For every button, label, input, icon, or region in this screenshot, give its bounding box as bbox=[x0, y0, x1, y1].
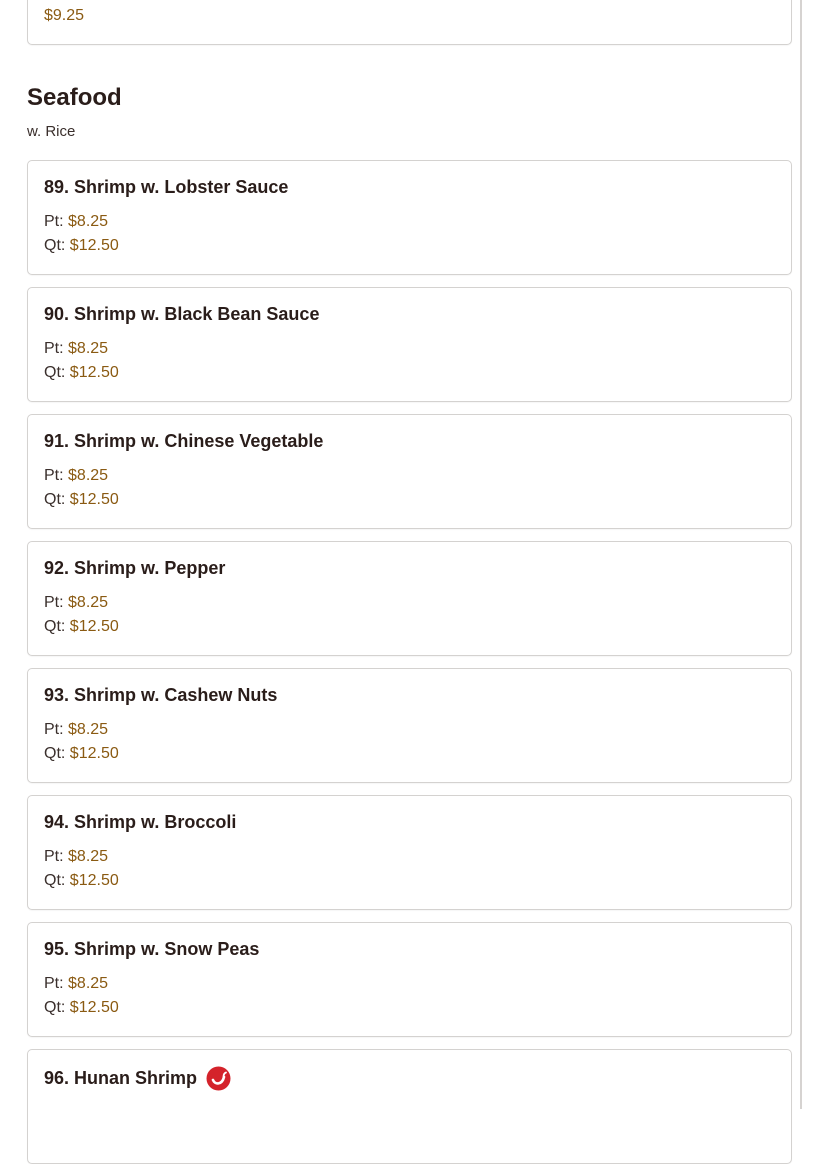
pint-label: Pt: bbox=[44, 467, 64, 484]
quart-price: $12.50 bbox=[69, 364, 119, 381]
pint-label: Pt: bbox=[44, 975, 64, 992]
pint-label: Pt: bbox=[44, 594, 64, 611]
quart-label: Qt: bbox=[44, 745, 66, 762]
pint-price: $8.25 bbox=[68, 467, 109, 484]
quart-price-row bbox=[44, 364, 119, 382]
item-name-text: 91. Shrimp w. Chinese Vegetable bbox=[44, 431, 324, 451]
item-name-text: 93. Shrimp w. Cashew Nuts bbox=[44, 685, 278, 705]
quart-price-row bbox=[44, 745, 119, 763]
pint-price: $8.25 bbox=[68, 721, 109, 738]
hot-pepper-icon bbox=[206, 1066, 231, 1091]
pint-price-row bbox=[44, 848, 108, 866]
quart-label: Qt: bbox=[44, 237, 66, 254]
pint-price-row bbox=[44, 467, 108, 485]
item-name-text: 96. Hunan Shrimp bbox=[44, 1068, 198, 1088]
quart-price: $12.50 bbox=[69, 745, 119, 762]
quart-price-row bbox=[44, 618, 119, 636]
menu-item-card[interactable] bbox=[27, 0, 792, 45]
menu-item-card[interactable] bbox=[27, 1049, 792, 1164]
menu-item-card[interactable] bbox=[27, 160, 792, 275]
pint-price-row bbox=[44, 594, 108, 612]
quart-price: $12.50 bbox=[69, 872, 119, 889]
quart-label: Qt: bbox=[44, 999, 66, 1016]
item-name bbox=[44, 939, 259, 960]
item-name bbox=[44, 177, 288, 198]
section-title: Seafood bbox=[27, 84, 122, 111]
pint-label: Pt: bbox=[44, 213, 64, 230]
pint-price: $8.25 bbox=[68, 848, 109, 865]
menu-item-card[interactable] bbox=[27, 541, 792, 656]
quart-price-row bbox=[44, 491, 119, 509]
menu-item-card[interactable] bbox=[27, 287, 792, 402]
menu-item-card[interactable] bbox=[27, 668, 792, 783]
quart-label: Qt: bbox=[44, 491, 66, 508]
pint-price: $8.25 bbox=[68, 594, 109, 611]
quart-price: $12.50 bbox=[69, 618, 119, 635]
quart-price: $12.50 bbox=[69, 491, 119, 508]
pint-price-row bbox=[44, 213, 108, 231]
item-name bbox=[44, 431, 323, 452]
pint-label: Pt: bbox=[44, 340, 64, 357]
pint-price-row bbox=[44, 340, 108, 358]
item-name bbox=[44, 1066, 231, 1091]
menu-item-card[interactable] bbox=[27, 795, 792, 910]
quart-price-row bbox=[44, 999, 119, 1017]
quart-label: Qt: bbox=[44, 872, 66, 889]
menu-item-card[interactable] bbox=[27, 922, 792, 1037]
item-name bbox=[44, 812, 236, 833]
section-subtitle: w. Rice bbox=[27, 123, 76, 140]
pint-price-row bbox=[44, 975, 108, 993]
pint-label: Pt: bbox=[44, 721, 64, 738]
item-name-text: 95. Shrimp w. Snow Peas bbox=[44, 939, 260, 959]
pint-price: $8.25 bbox=[68, 975, 109, 992]
item-name bbox=[44, 685, 277, 706]
item-name bbox=[44, 558, 225, 579]
pint-price-row bbox=[44, 721, 108, 739]
item-name-text: 90. Shrimp w. Black Bean Sauce bbox=[44, 304, 320, 324]
item-name-text: 89. Shrimp w. Lobster Sauce bbox=[44, 177, 289, 197]
quart-label: Qt: bbox=[44, 618, 66, 635]
quart-price-row bbox=[44, 872, 119, 890]
pint-price: $8.25 bbox=[68, 213, 109, 230]
quart-price: $12.50 bbox=[69, 237, 119, 254]
quart-price: $12.50 bbox=[69, 999, 119, 1016]
quart-label: Qt: bbox=[44, 364, 66, 381]
item-name-text: 92. Shrimp w. Pepper bbox=[44, 558, 226, 578]
pint-price: $8.25 bbox=[68, 340, 109, 357]
quart-price-row bbox=[44, 237, 119, 255]
item-name-text: 94. Shrimp w. Broccoli bbox=[44, 812, 237, 832]
pint-label: Pt: bbox=[44, 848, 64, 865]
menu-item-card[interactable] bbox=[27, 414, 792, 529]
item-price: $9.25 bbox=[44, 7, 85, 24]
item-name bbox=[44, 304, 319, 325]
